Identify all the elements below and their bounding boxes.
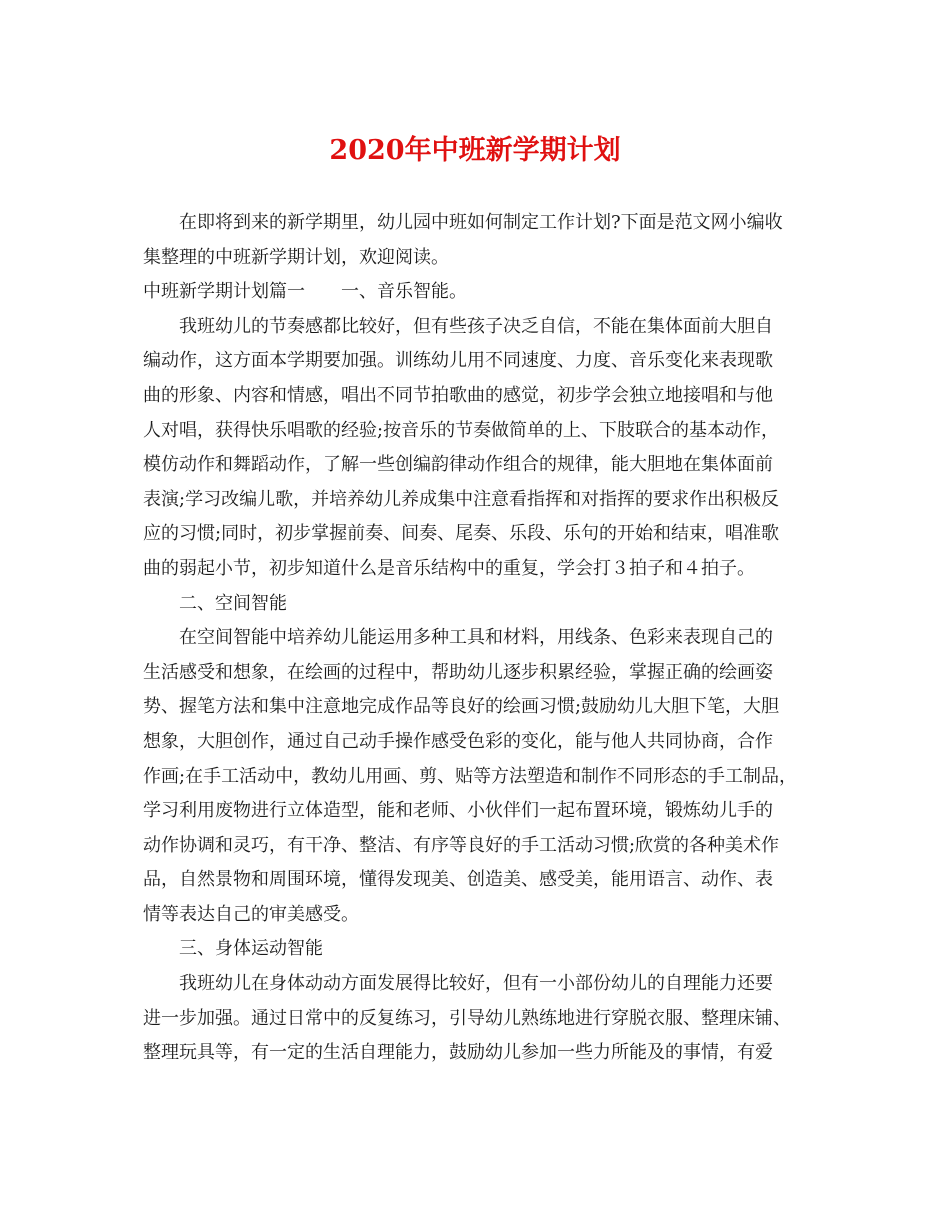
text-line: 应的习惯;同时，初步掌握前奏、间奏、尾奏、乐段、乐句的开始和结束，唱准歌 bbox=[143, 523, 780, 545]
page-title: 2020年中班新学期计划 bbox=[329, 135, 621, 166]
text-line: 情等表达自己的审美感受。 bbox=[143, 903, 359, 925]
text-line: 模仿动作和舞蹈动作，了解一些创编韵律动作组合的规律，能大胆地在集体面前 bbox=[143, 454, 773, 476]
text-line: 学习利用废物进行立体造型，能和老师、小伙伴们一起布置环境，锻炼幼儿手的 bbox=[143, 800, 773, 822]
text-line: 集整理的中班新学期计划，欢迎阅读。 bbox=[143, 246, 449, 268]
text-line: 作画;在手工活动中，教幼儿用画、剪、贴等方法塑造和制作不同形态的手工制品， bbox=[143, 765, 798, 787]
text-line: 二、空间智能 bbox=[179, 592, 287, 614]
text-line: 在即将到来的新学期里，幼儿园中班如何制定工作计划?下面是范文网小编收 bbox=[179, 212, 783, 233]
text-line: 曲的形象、内容和情感，唱出不同节拍歌曲的感觉，初步学会独立地接唱和与他 bbox=[143, 384, 773, 406]
text-line: 中班新学期计划篇一 一、音乐智能。 bbox=[143, 281, 467, 303]
text-line: 进一步加强。通过日常中的反复练习，引导幼儿熟练地进行穿脱衣服、整理床铺、 bbox=[143, 1007, 791, 1029]
text-line: 曲的弱起小节，初步知道什么是音乐结构中的重复，学会打３拍子和４拍子。 bbox=[143, 557, 755, 579]
text-line: 想象，大胆创作，通过自己动手操作感受色彩的变化，能与他人共同协商，合作 bbox=[143, 730, 773, 752]
text-line: 人对唱，获得快乐唱歌的经验;按音乐的节奏做简单的上、下肢联合的基本动作， bbox=[143, 419, 780, 441]
text-line: 势、握笔方法和集中注意地完成作品等良好的绘画习惯;鼓励幼儿大胆下笔，大胆 bbox=[143, 696, 780, 718]
text-line: 品，自然景物和周围环境，懂得发现美、创造美、感受美，能用语言、动作、表 bbox=[143, 869, 773, 891]
text-line: 生活感受和想象，在绘画的过程中，帮助幼儿逐步积累经验，掌握正确的绘画姿 bbox=[143, 661, 773, 683]
text-line: 编动作，这方面本学期要加强。训练幼儿用不同速度、力度、音乐变化来表现歌 bbox=[143, 350, 773, 372]
text-line: 在空间智能中培养幼儿能运用多种工具和材料，用线条、色彩来表现自己的 bbox=[179, 627, 773, 649]
text-line: 整理玩具等，有一定的生活自理能力，鼓励幼儿参加一些力所能及的事情，有爱 bbox=[143, 1042, 773, 1064]
text-line: 表演;学习改编儿歌，并培养幼儿养成集中注意看指挥和对指挥的要求作出积极反 bbox=[143, 488, 780, 510]
document-body bbox=[143, 206, 811, 1071]
text-line: 我班幼儿的节奏感都比较好，但有些孩子决乏自信，不能在集体面前大胆自 bbox=[179, 315, 773, 337]
text-line: 三、身体运动智能 bbox=[179, 938, 323, 960]
text-line: 我班幼儿在身体动动方面发展得比较好，但有一小部份幼儿的自理能力还要 bbox=[179, 973, 773, 995]
text-line: 动作协调和灵巧，有干净、整洁、有序等良好的手工活动习惯;欣赏的各种美术作 bbox=[143, 834, 780, 856]
